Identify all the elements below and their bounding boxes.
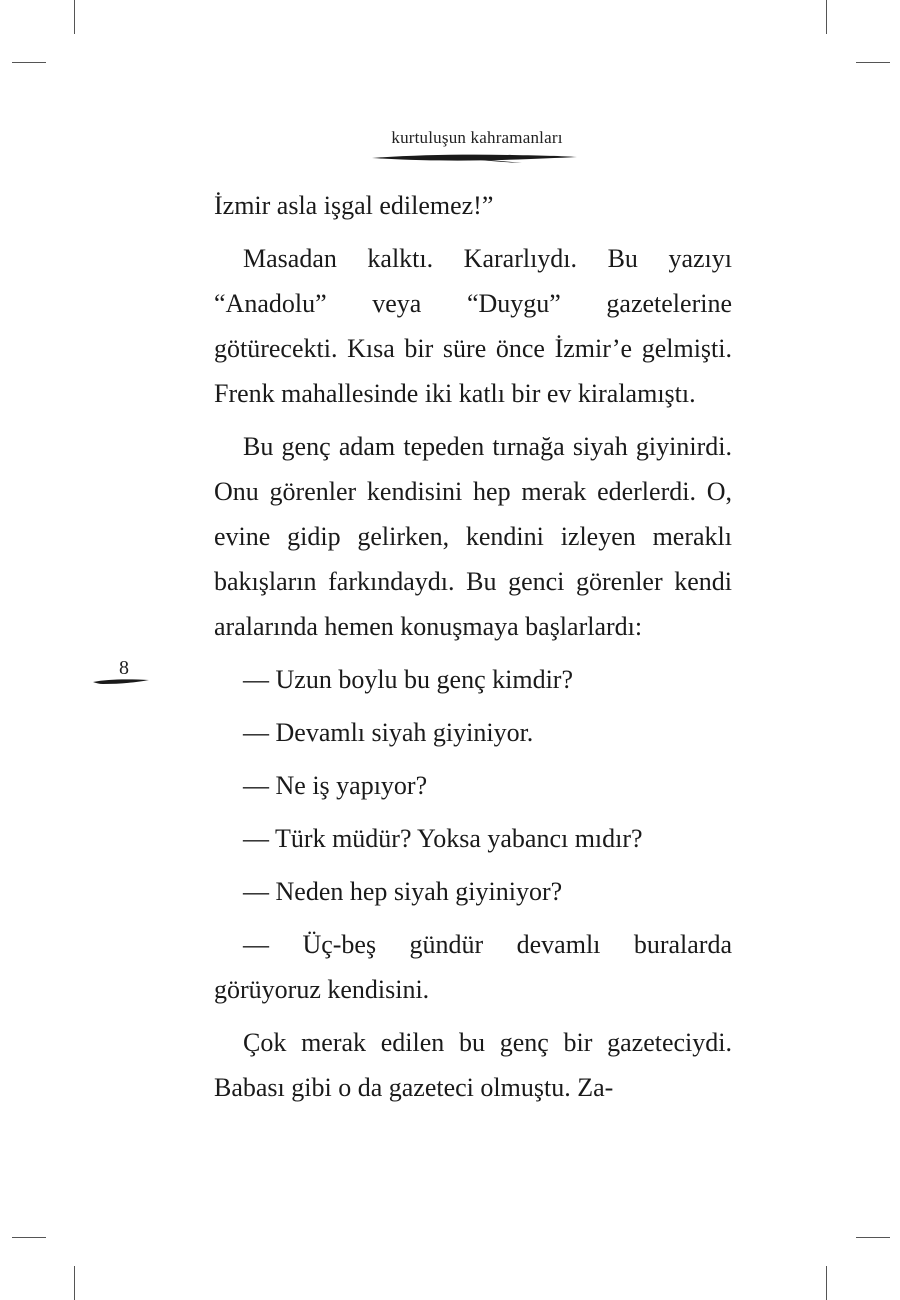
paragraph: Masadan kalktı. Kararlıydı. Bu yazıyı “Anadolu” veya “Duygu” gazetelerine götürecekti. Kısa bir süre önce İzmir’e gelmişti. Frenk mahallesinde iki katlı bir ev kiralamıştı. xyxy=(214,244,732,408)
crop-mark-left-top xyxy=(12,62,46,63)
paragraph: Bu genç adam tepeden tırnağa siyah giyinirdi. Onu görenler kendisini hep merak ederlerdi. O, evine gidip gelirken, kendini izleyen meraklı bakışların farkındaydı. Bu genci görenler kendi aralarında hemen konuşmaya başlarlardı: xyxy=(214,432,732,641)
crop-mark-bottom-right xyxy=(826,1266,827,1300)
dialogue-line: — Devamlı siyah giyiniyor. xyxy=(243,718,534,747)
crop-mark-top-right xyxy=(826,0,827,34)
crop-mark-right-bottom xyxy=(856,1237,890,1238)
crop-mark-top-left xyxy=(74,0,75,34)
dialogue-line: — Neden hep siyah giyiniyor? xyxy=(243,877,563,906)
crop-mark-bottom-left xyxy=(74,1266,75,1300)
dialogue-line: — Üç-beş gündür devamlı buralarda görüyoruz kendisini. xyxy=(214,930,732,1004)
crop-mark-left-bottom xyxy=(12,1237,46,1238)
dialogue-line: — Ne iş yapıyor? xyxy=(243,771,428,800)
paragraph: Çok merak edilen bu genç bir gazeteciydi. Babası gibi o da gazeteci olmuştu. Za- xyxy=(214,1028,732,1102)
body-text xyxy=(214,183,732,1118)
paragraph: İzmir asla işgal edilemez!” xyxy=(214,191,494,220)
crop-mark-right-top xyxy=(856,62,890,63)
dialogue-line: — Türk müdür? Yoksa yabancı mıdır? xyxy=(243,824,643,853)
running-head-brush-rule xyxy=(372,153,577,163)
dialogue-line: — Uzun boylu bu genç kimdir? xyxy=(243,665,573,694)
page-number-brush-rule xyxy=(93,677,149,686)
running-head: kurtuluşun kahramanları xyxy=(391,128,563,147)
page-number: 8 xyxy=(119,657,129,679)
